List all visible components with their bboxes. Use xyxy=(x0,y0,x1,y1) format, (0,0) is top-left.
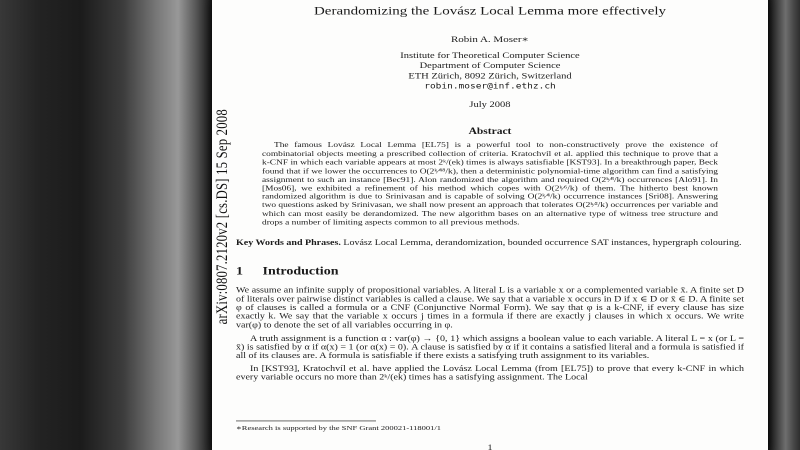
section-heading xyxy=(236,265,744,278)
affiliation-line-3: ETH Zürich, 8092 Zürich, Switzerland xyxy=(408,72,572,81)
paper-title: Derandomizing the Lovász Local Lemma more effectively xyxy=(313,5,667,18)
author-name: Robin A. Moser∗ xyxy=(450,35,530,45)
affiliation-block xyxy=(236,51,744,92)
page-number: 1 xyxy=(487,443,493,450)
section-number: 1 xyxy=(236,265,243,278)
abstract-heading: Abstract xyxy=(468,126,512,137)
backdrop-left xyxy=(0,0,212,450)
paper-page xyxy=(212,0,768,450)
paper-date: July 2008 xyxy=(469,100,511,110)
affiliation-line-2: Department of Computer Science xyxy=(419,61,561,71)
intro-paragraph-3: In [KST93], Kratochvíl et al. have applied the Lovász Local Lemma (from [EL75]) to prove that every k-CNF in which every variable occurs no more than 2ᵏ/(ek) times has a satisfying assignment. The Local xyxy=(236,364,744,383)
keywords-label: Key Words and Phrases. xyxy=(236,238,341,248)
affiliation-line-1: Institute for Theoretical Computer Science xyxy=(400,51,580,61)
arxiv-stamp: arXiv:0807.2120v2 [cs.DS] 15 Sep 2008 xyxy=(214,109,231,325)
intro-paragraph-2: A truth assignment is a function α : var(φ) → {0, 1} which assigns a boolean value to each variable. A literal L = x (or L = x̄) is satisfied by α if α(x) = 1 (or α(x) = 0). A clause is satisfied by α if it contains a satisfied literal and a formula is satisfied if all of its clauses are. A formula is satisfiable if there exists a satisfying truth assignment to its variables. xyxy=(236,334,744,361)
paper-page-inner xyxy=(212,5,768,450)
footnote-rule xyxy=(236,421,376,422)
author-email: robin.moser@inf.ethz.ch xyxy=(424,82,556,92)
keywords-text: Lovász Local Lemma, derandomization, bounded occurrence SAT instances, hypergraph colouring. xyxy=(343,238,742,248)
section-title: Introduction xyxy=(262,265,339,278)
paper-content xyxy=(212,5,768,382)
intro-paragraph-1: We assume an infinite supply of propositional variables. A literal L is a variable x or a complemented variable x̄. A finite set D of literals over pairwise distinct variables is called a clause. We say that a variable x occurs in D if x ∈ D or x̄ ∈ D. A finite set φ of clauses is called a formula or a CNF (Conjunctive Normal Form). We say that φ is a k-CNF, if every clause has size exactly k. We say that the variable x occurs j times in a formula if there are exactly j clauses in which x occurs. We write var(φ) to denote the set of all variables occurring in φ. xyxy=(236,285,744,330)
footnote-text: ∗Research is supported by the SNF Grant 200021-118001/1 xyxy=(236,423,441,432)
keywords-block xyxy=(236,239,744,248)
backdrop-right xyxy=(768,0,800,450)
abstract-text: The famous Lovász Local Lemma [EL75] is a powerful tool to non-constructively prove the existence of combinatorial objects meeting a prescribed collection of criteria. Kratochvíl et al. applied this technique to prove that a k-CNF in which each variable appears at most 2ᵏ/(ek) times is always satisfiable [KST93]. In a breakthrough paper, Beck found that if we lower the occurrences to O(2ᵏ⁄⁴⁸/k), then a deterministic polynomial-time algorithm can find a satisfying assignment to such an instance [Bec91]. Alon randomized the algorithm and required O(2ᵏ⁄⁸/k) occurrences [Alo91]. In [Mos06], we exhibited a refinement of his method which copes with O(2ᵏ⁄⁶/k) of them. The hitherto best known randomized algorithm is due to Srinivasan and is capable of solving O(2ᵏ⁄⁴/k) occurrence instances [Sri08]. Answering two questions asked by Srinivasan, we shall now present an approach that tolerates O(2ᵏ⁄²/k) occurrences per variable and which can most easily be derandomized. The new algorithm bases on an alternative type of witness tree structure and drops a number of limiting aspects common to all previous methods. xyxy=(262,141,718,228)
footnote-area xyxy=(236,421,744,433)
